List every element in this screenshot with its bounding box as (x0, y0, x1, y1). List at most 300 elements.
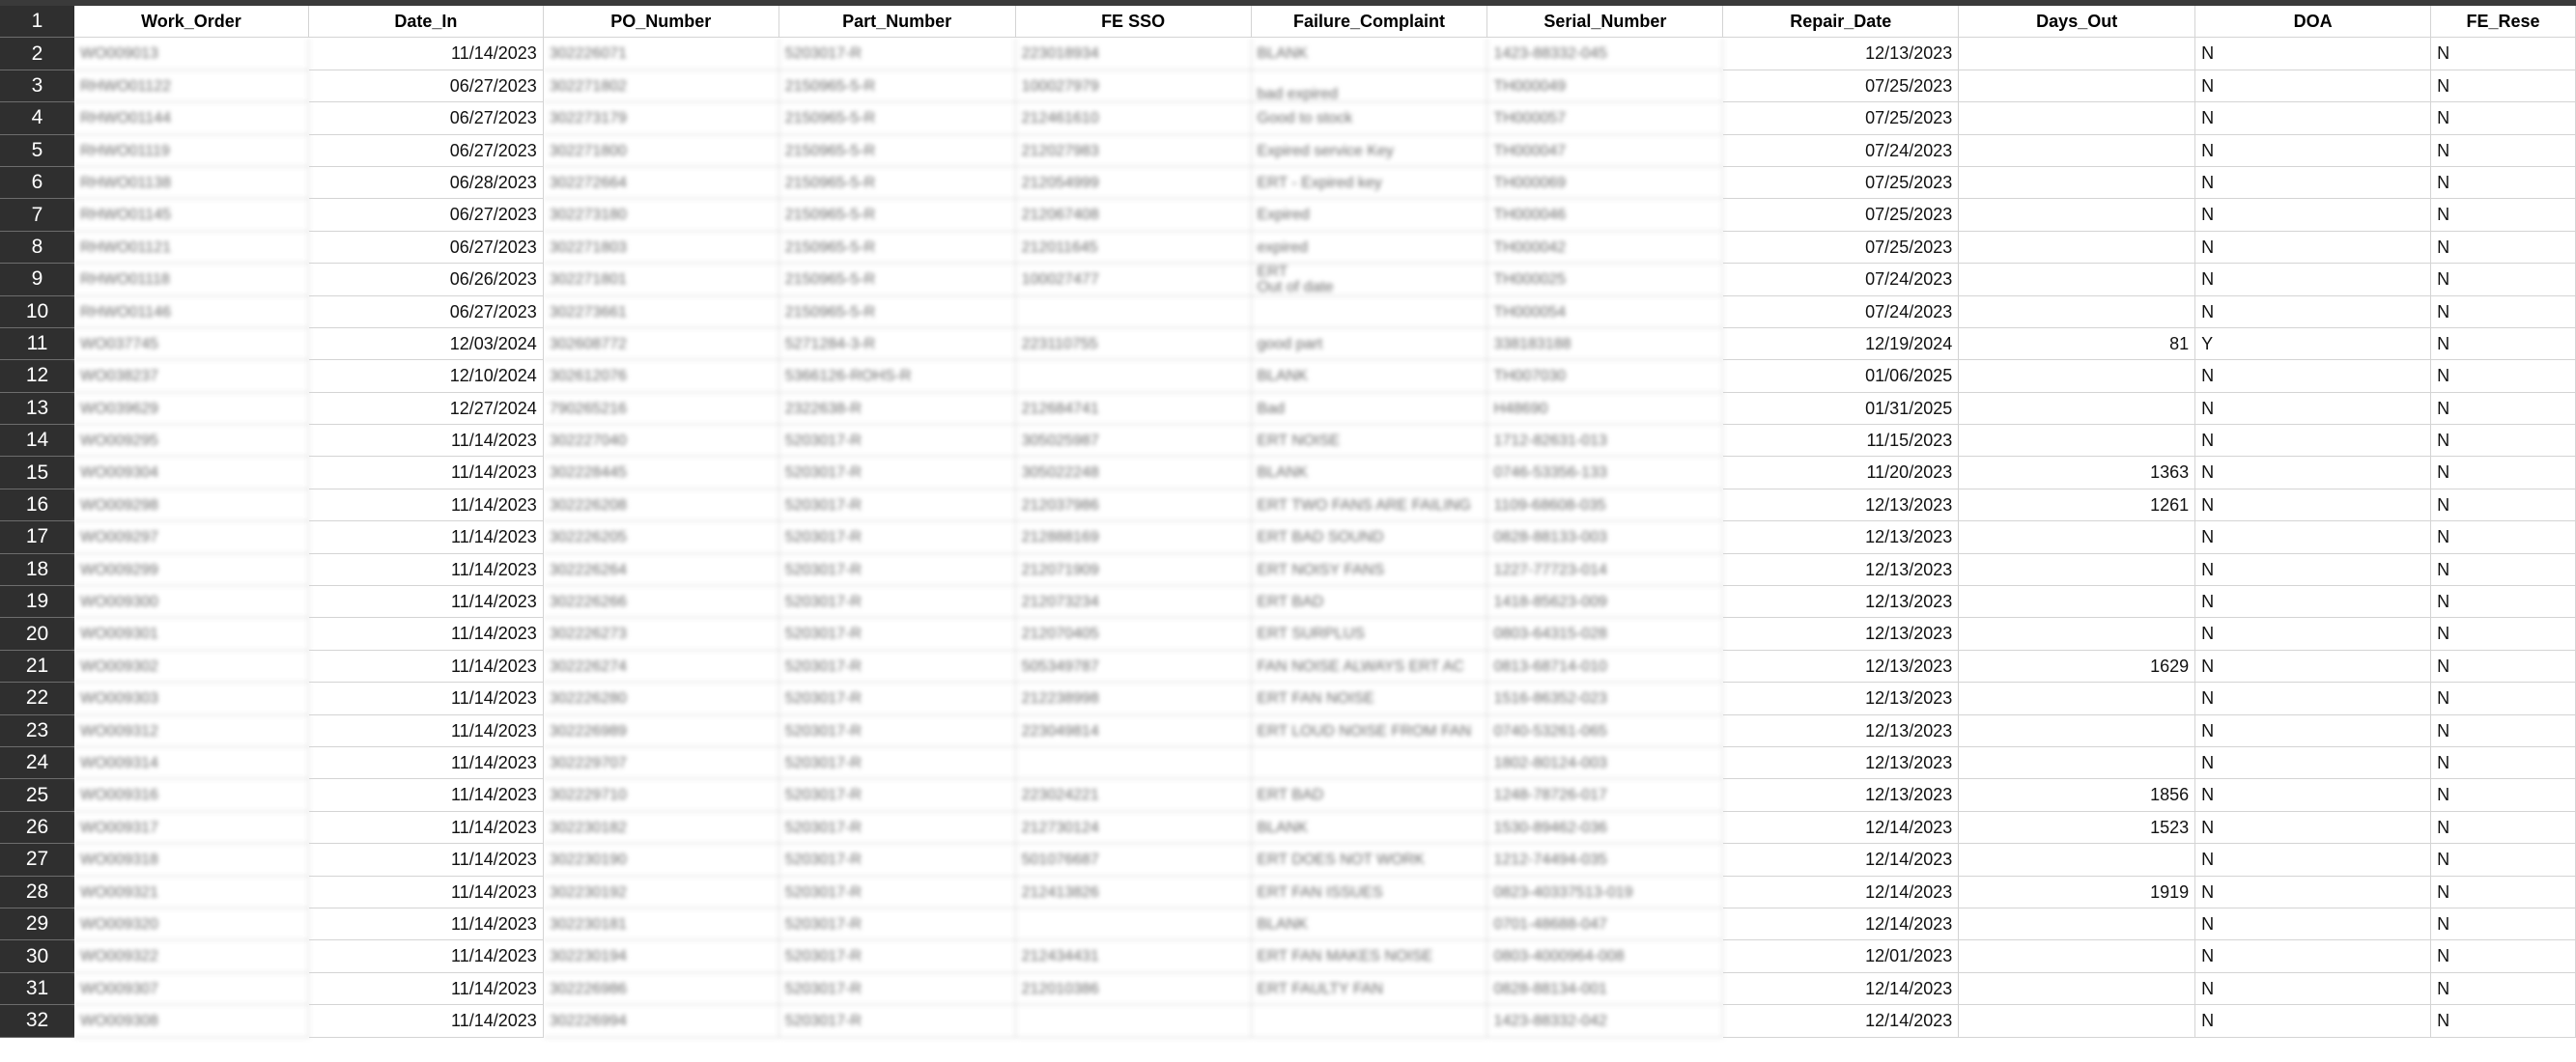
cell-fe-sso[interactable]: 212413826 (1016, 877, 1252, 908)
cell-work-order[interactable]: WO009316 (74, 779, 309, 811)
cell-doa[interactable]: N (2195, 135, 2431, 167)
cell-doa[interactable]: N (2195, 521, 2431, 553)
cell-days-out[interactable]: 1363 (1959, 457, 2195, 489)
column-header-failure-complaint[interactable]: Failure_Complaint (1252, 6, 1488, 38)
cell-repair-date[interactable]: 12/01/2023 (1723, 940, 1959, 972)
cell-fe-sso[interactable]: 212071909 (1016, 554, 1252, 586)
cell-serial-number[interactable]: 1802-80124-003 (1487, 747, 1723, 779)
cell-part-number[interactable]: 5203017-R (779, 1005, 1016, 1037)
cell-po-number[interactable]: 302273661 (544, 296, 779, 328)
cell-doa[interactable]: N (2195, 393, 2431, 425)
cell-repair-date[interactable]: 12/14/2023 (1723, 1005, 1959, 1037)
cell-serial-number[interactable]: H48690 (1487, 393, 1723, 425)
cell-repair-date[interactable]: 07/25/2023 (1723, 70, 1959, 102)
cell-date-in[interactable]: 06/27/2023 (309, 135, 544, 167)
cell-po-number[interactable]: 302226273 (544, 618, 779, 650)
cell-po-number[interactable]: 302228445 (544, 457, 779, 489)
cell-days-out[interactable]: 1261 (1959, 489, 2195, 521)
cell-work-order[interactable]: RHWO01122 (74, 70, 309, 102)
cell-days-out[interactable] (1959, 38, 2195, 70)
row-header[interactable]: 24 (0, 747, 74, 779)
cell-repair-date[interactable]: 12/13/2023 (1723, 618, 1959, 650)
row-header[interactable]: 27 (0, 844, 74, 876)
column-header-fe-sso[interactable]: FE SSO (1016, 6, 1252, 38)
cell-doa[interactable]: N (2195, 877, 2431, 908)
cell-work-order[interactable]: WO009304 (74, 457, 309, 489)
cell-work-order[interactable]: RHWO01121 (74, 232, 309, 264)
cell-po-number[interactable]: 302227040 (544, 425, 779, 457)
cell-work-order[interactable]: WO037745 (74, 328, 309, 360)
cell-fe-rese[interactable]: N (2431, 618, 2576, 650)
cell-part-number[interactable]: 5366126-ROHS-R (779, 360, 1016, 392)
cell-repair-date[interactable]: 07/25/2023 (1723, 167, 1959, 199)
cell-part-number[interactable]: 2150965-5-R (779, 199, 1016, 231)
cell-doa[interactable]: N (2195, 425, 2431, 457)
cell-po-number[interactable]: 302226208 (544, 489, 779, 521)
cell-repair-date[interactable]: 07/25/2023 (1723, 232, 1959, 264)
row-header[interactable]: 20 (0, 618, 74, 650)
row-header[interactable]: 26 (0, 812, 74, 844)
cell-date-in[interactable]: 11/14/2023 (309, 877, 544, 908)
cell-fe-sso[interactable]: 212070405 (1016, 618, 1252, 650)
cell-fe-sso[interactable]: 505349787 (1016, 651, 1252, 683)
cell-fe-rese[interactable]: N (2431, 167, 2576, 199)
cell-repair-date[interactable]: 01/31/2025 (1723, 393, 1959, 425)
cell-work-order[interactable]: RHWO01118 (74, 264, 309, 295)
cell-doa[interactable]: N (2195, 812, 2431, 844)
cell-fe-rese[interactable]: N (2431, 296, 2576, 328)
cell-failure-complaint[interactable]: ERT FAULTY FAN (1252, 973, 1488, 1005)
cell-date-in[interactable]: 11/14/2023 (309, 38, 544, 70)
cell-failure-complaint[interactable]: Bad (1252, 393, 1488, 425)
cell-work-order[interactable]: WO038237 (74, 360, 309, 392)
cell-date-in[interactable]: 11/14/2023 (309, 747, 544, 779)
row-header[interactable]: 3 (0, 70, 74, 102)
cell-part-number[interactable]: 2150965-5-R (779, 135, 1016, 167)
cell-failure-complaint[interactable]: Good to stock (1252, 102, 1488, 134)
cell-work-order[interactable]: WO009312 (74, 715, 309, 747)
cell-part-number[interactable]: 5203017-R (779, 940, 1016, 972)
cell-doa[interactable]: N (2195, 618, 2431, 650)
cell-fe-sso[interactable]: 212461610 (1016, 102, 1252, 134)
cell-repair-date[interactable]: 12/14/2023 (1723, 812, 1959, 844)
cell-repair-date[interactable]: 07/25/2023 (1723, 102, 1959, 134)
cell-fe-rese[interactable]: N (2431, 393, 2576, 425)
row-header-1[interactable]: 1 (0, 6, 74, 38)
cell-fe-sso[interactable]: 223110755 (1016, 328, 1252, 360)
cell-work-order[interactable]: WO009298 (74, 489, 309, 521)
cell-repair-date[interactable]: 12/13/2023 (1723, 38, 1959, 70)
cell-days-out[interactable] (1959, 232, 2195, 264)
cell-work-order[interactable]: RHWO01144 (74, 102, 309, 134)
cell-days-out[interactable] (1959, 393, 2195, 425)
cell-date-in[interactable]: 11/14/2023 (309, 779, 544, 811)
cell-fe-sso[interactable] (1016, 1005, 1252, 1037)
cell-date-in[interactable]: 11/14/2023 (309, 586, 544, 618)
cell-doa[interactable]: N (2195, 554, 2431, 586)
cell-fe-sso[interactable]: 223024221 (1016, 779, 1252, 811)
cell-serial-number[interactable]: 0823-40337513-019 (1487, 877, 1723, 908)
cell-fe-rese[interactable]: N (2431, 651, 2576, 683)
cell-date-in[interactable]: 11/14/2023 (309, 489, 544, 521)
cell-po-number[interactable]: 302226986 (544, 973, 779, 1005)
cell-part-number[interactable]: 5203017-R (779, 586, 1016, 618)
row-header[interactable]: 16 (0, 489, 74, 521)
cell-serial-number[interactable]: 1423-88332-042 (1487, 1005, 1723, 1037)
cell-doa[interactable]: N (2195, 38, 2431, 70)
cell-po-number[interactable]: 302229710 (544, 779, 779, 811)
cell-serial-number[interactable]: TH000069 (1487, 167, 1723, 199)
cell-fe-rese[interactable]: N (2431, 135, 2576, 167)
cell-fe-rese[interactable]: N (2431, 554, 2576, 586)
column-header-fe-rese[interactable]: FE_Rese (2431, 6, 2576, 38)
cell-part-number[interactable]: 5203017-R (779, 521, 1016, 553)
cell-fe-rese[interactable]: N (2431, 683, 2576, 714)
cell-repair-date[interactable]: 12/13/2023 (1723, 747, 1959, 779)
cell-days-out[interactable] (1959, 521, 2195, 553)
cell-work-order[interactable]: WO009314 (74, 747, 309, 779)
cell-fe-rese[interactable]: N (2431, 908, 2576, 940)
cell-po-number[interactable]: 302226205 (544, 521, 779, 553)
cell-fe-sso[interactable]: 212011645 (1016, 232, 1252, 264)
cell-part-number[interactable]: 2150965-5-R (779, 264, 1016, 295)
cell-fe-rese[interactable]: N (2431, 715, 2576, 747)
cell-date-in[interactable]: 11/14/2023 (309, 521, 544, 553)
cell-serial-number[interactable]: 0701-48688-047 (1487, 908, 1723, 940)
cell-part-number[interactable]: 5271284-3-R (779, 328, 1016, 360)
cell-work-order[interactable]: RHWO01146 (74, 296, 309, 328)
cell-date-in[interactable]: 06/27/2023 (309, 296, 544, 328)
cell-work-order[interactable]: WO009297 (74, 521, 309, 553)
cell-repair-date[interactable]: 01/06/2025 (1723, 360, 1959, 392)
cell-failure-complaint[interactable]: ERT FAN MAKES NOISE (1252, 940, 1488, 972)
cell-days-out[interactable] (1959, 844, 2195, 876)
cell-failure-complaint[interactable]: good part (1252, 328, 1488, 360)
cell-failure-complaint[interactable]: ERT BAD (1252, 586, 1488, 618)
cell-part-number[interactable]: 5203017-R (779, 618, 1016, 650)
cell-fe-rese[interactable]: N (2431, 877, 2576, 908)
cell-part-number[interactable]: 5203017-R (779, 779, 1016, 811)
cell-po-number[interactable]: 302226994 (544, 1005, 779, 1037)
cell-days-out[interactable] (1959, 618, 2195, 650)
cell-serial-number[interactable]: 0828-88133-003 (1487, 521, 1723, 553)
cell-date-in[interactable]: 06/27/2023 (309, 70, 544, 102)
cell-repair-date[interactable]: 12/14/2023 (1723, 973, 1959, 1005)
cell-days-out[interactable]: 1629 (1959, 651, 2195, 683)
cell-failure-complaint[interactable] (1252, 1005, 1488, 1037)
cell-serial-number[interactable]: 0740-53261-065 (1487, 715, 1723, 747)
cell-days-out[interactable] (1959, 586, 2195, 618)
cell-fe-rese[interactable]: N (2431, 521, 2576, 553)
cell-part-number[interactable]: 5203017-R (779, 425, 1016, 457)
cell-days-out[interactable] (1959, 296, 2195, 328)
cell-po-number[interactable]: 302226989 (544, 715, 779, 747)
cell-date-in[interactable]: 12/03/2024 (309, 328, 544, 360)
row-header[interactable]: 2 (0, 38, 74, 70)
cell-doa[interactable]: N (2195, 651, 2431, 683)
cell-days-out[interactable]: 1919 (1959, 877, 2195, 908)
cell-po-number[interactable]: 302273179 (544, 102, 779, 134)
cell-work-order[interactable]: WO039629 (74, 393, 309, 425)
cell-doa[interactable]: N (2195, 1005, 2431, 1037)
cell-fe-rese[interactable]: N (2431, 328, 2576, 360)
cell-repair-date[interactable]: 12/13/2023 (1723, 683, 1959, 714)
cell-failure-complaint[interactable]: ERT NOISY FANS (1252, 554, 1488, 586)
cell-work-order[interactable]: WO009301 (74, 618, 309, 650)
cell-fe-rese[interactable]: N (2431, 812, 2576, 844)
cell-date-in[interactable]: 06/28/2023 (309, 167, 544, 199)
cell-date-in[interactable]: 11/14/2023 (309, 651, 544, 683)
row-header[interactable]: 14 (0, 425, 74, 457)
cell-days-out[interactable] (1959, 747, 2195, 779)
cell-po-number[interactable]: 302612076 (544, 360, 779, 392)
cell-part-number[interactable]: 2322638-R (779, 393, 1016, 425)
row-header[interactable]: 25 (0, 779, 74, 811)
cell-part-number[interactable]: 5203017-R (779, 683, 1016, 714)
cell-repair-date[interactable]: 07/24/2023 (1723, 296, 1959, 328)
cell-fe-rese[interactable]: N (2431, 844, 2576, 876)
cell-fe-rese[interactable]: N (2431, 38, 2576, 70)
cell-date-in[interactable]: 06/27/2023 (309, 232, 544, 264)
cell-fe-rese[interactable]: N (2431, 360, 2576, 392)
cell-days-out[interactable] (1959, 135, 2195, 167)
cell-serial-number[interactable]: 338183188 (1487, 328, 1723, 360)
cell-po-number[interactable]: 302226280 (544, 683, 779, 714)
cell-fe-sso[interactable]: 212010386 (1016, 973, 1252, 1005)
cell-failure-complaint[interactable]: BLANK (1252, 457, 1488, 489)
row-header[interactable]: 5 (0, 135, 74, 167)
cell-date-in[interactable]: 12/27/2024 (309, 393, 544, 425)
cell-doa[interactable]: N (2195, 296, 2431, 328)
cell-days-out[interactable] (1959, 715, 2195, 747)
cell-doa[interactable]: N (2195, 199, 2431, 231)
cell-po-number[interactable]: 302608772 (544, 328, 779, 360)
cell-po-number[interactable]: 302230182 (544, 812, 779, 844)
cell-serial-number[interactable]: 1516-86352-023 (1487, 683, 1723, 714)
cell-fe-sso[interactable]: 212238998 (1016, 683, 1252, 714)
row-header[interactable]: 9 (0, 264, 74, 295)
cell-serial-number[interactable]: 1530-89462-036 (1487, 812, 1723, 844)
cell-po-number[interactable]: 302272664 (544, 167, 779, 199)
cell-po-number[interactable]: 302271800 (544, 135, 779, 167)
cell-serial-number[interactable]: 0813-68714-010 (1487, 651, 1723, 683)
cell-fe-rese[interactable]: N (2431, 779, 2576, 811)
cell-fe-rese[interactable]: N (2431, 70, 2576, 102)
cell-days-out[interactable] (1959, 940, 2195, 972)
cell-serial-number[interactable]: 1712-82631-013 (1487, 425, 1723, 457)
cell-repair-date[interactable]: 12/14/2023 (1723, 844, 1959, 876)
cell-fe-sso[interactable]: 305025987 (1016, 425, 1252, 457)
cell-work-order[interactable]: WO009308 (74, 1005, 309, 1037)
cell-part-number[interactable]: 5203017-R (779, 747, 1016, 779)
cell-fe-sso[interactable]: 212684741 (1016, 393, 1252, 425)
row-header[interactable]: 4 (0, 102, 74, 134)
cell-date-in[interactable]: 11/14/2023 (309, 973, 544, 1005)
cell-po-number[interactable]: 302230181 (544, 908, 779, 940)
cell-part-number[interactable]: 5203017-R (779, 554, 1016, 586)
cell-days-out[interactable] (1959, 973, 2195, 1005)
cell-failure-complaint[interactable]: ERT BAD (1252, 779, 1488, 811)
cell-fe-sso[interactable]: 100027979 (1016, 70, 1252, 102)
row-header[interactable]: 30 (0, 940, 74, 972)
cell-serial-number[interactable]: 1423-88332-045 (1487, 38, 1723, 70)
cell-days-out[interactable] (1959, 683, 2195, 714)
cell-work-order[interactable]: WO009013 (74, 38, 309, 70)
cell-po-number[interactable]: 302230190 (544, 844, 779, 876)
cell-doa[interactable]: N (2195, 586, 2431, 618)
cell-days-out[interactable] (1959, 167, 2195, 199)
cell-date-in[interactable]: 11/14/2023 (309, 844, 544, 876)
row-header[interactable]: 29 (0, 908, 74, 940)
cell-work-order[interactable]: WO009300 (74, 586, 309, 618)
cell-work-order[interactable]: WO009295 (74, 425, 309, 457)
cell-serial-number[interactable]: 1109-68608-035 (1487, 489, 1723, 521)
cell-doa[interactable]: N (2195, 102, 2431, 134)
row-header[interactable]: 18 (0, 554, 74, 586)
row-header[interactable]: 11 (0, 328, 74, 360)
cell-date-in[interactable]: 06/26/2023 (309, 264, 544, 295)
cell-repair-date[interactable]: 12/13/2023 (1723, 651, 1959, 683)
cell-po-number[interactable]: 302271801 (544, 264, 779, 295)
cell-days-out[interactable] (1959, 70, 2195, 102)
cell-fe-rese[interactable]: N (2431, 586, 2576, 618)
cell-repair-date[interactable]: 12/14/2023 (1723, 908, 1959, 940)
cell-po-number[interactable]: 302226266 (544, 586, 779, 618)
cell-doa[interactable]: N (2195, 457, 2431, 489)
cell-failure-complaint[interactable]: BLANK (1252, 812, 1488, 844)
cell-repair-date[interactable]: 12/13/2023 (1723, 715, 1959, 747)
cell-failure-complaint[interactable]: BLANK (1252, 908, 1488, 940)
cell-part-number[interactable]: 2150965-5-R (779, 296, 1016, 328)
cell-failure-complaint[interactable]: ERT TWO FANS ARE FAILING (1252, 489, 1488, 521)
cell-failure-complaint[interactable]: Expired service Key (1252, 135, 1488, 167)
cell-failure-complaint[interactable]: Expired (1252, 199, 1488, 231)
cell-fe-sso[interactable]: 100027477 (1016, 264, 1252, 295)
cell-doa[interactable]: N (2195, 715, 2431, 747)
cell-repair-date[interactable]: 12/13/2023 (1723, 586, 1959, 618)
row-header[interactable]: 31 (0, 973, 74, 1005)
column-header-serial-number[interactable]: Serial_Number (1487, 6, 1723, 38)
cell-serial-number[interactable]: 1418-85623-009 (1487, 586, 1723, 618)
cell-doa[interactable]: N (2195, 779, 2431, 811)
cell-doa[interactable]: N (2195, 70, 2431, 102)
cell-days-out[interactable] (1959, 425, 2195, 457)
cell-fe-sso[interactable]: 223018934 (1016, 38, 1252, 70)
cell-fe-rese[interactable]: N (2431, 1005, 2576, 1037)
row-header[interactable]: 17 (0, 521, 74, 553)
cell-doa[interactable]: N (2195, 973, 2431, 1005)
column-header-doa[interactable]: DOA (2195, 6, 2431, 38)
cell-fe-sso[interactable] (1016, 296, 1252, 328)
cell-work-order[interactable]: WO009302 (74, 651, 309, 683)
cell-serial-number[interactable]: 1227-77723-014 (1487, 554, 1723, 586)
cell-days-out[interactable] (1959, 1005, 2195, 1037)
cell-failure-complaint[interactable]: expired (1252, 232, 1488, 264)
cell-serial-number[interactable]: TH000049 (1487, 70, 1723, 102)
cell-part-number[interactable]: 2150965-5-R (779, 232, 1016, 264)
cell-doa[interactable]: N (2195, 683, 2431, 714)
cell-fe-rese[interactable]: N (2431, 425, 2576, 457)
cell-serial-number[interactable]: 1212-74494-035 (1487, 844, 1723, 876)
cell-work-order[interactable]: RHWO01119 (74, 135, 309, 167)
cell-days-out[interactable]: 1856 (1959, 779, 2195, 811)
cell-repair-date[interactable]: 07/24/2023 (1723, 264, 1959, 295)
column-header-repair-date[interactable]: Repair_Date (1723, 6, 1959, 38)
row-header[interactable]: 15 (0, 457, 74, 489)
cell-part-number[interactable]: 5203017-R (779, 877, 1016, 908)
cell-fe-sso[interactable]: 305022248 (1016, 457, 1252, 489)
cell-failure-complaint[interactable]: bad expired (1252, 70, 1488, 102)
cell-work-order[interactable]: WO009299 (74, 554, 309, 586)
column-header-po-number[interactable]: PO_Number (544, 6, 779, 38)
cell-date-in[interactable]: 06/27/2023 (309, 102, 544, 134)
cell-date-in[interactable]: 11/14/2023 (309, 683, 544, 714)
cell-days-out[interactable] (1959, 264, 2195, 295)
cell-failure-complaint[interactable]: ERT FAN NOISE (1252, 683, 1488, 714)
cell-failure-complaint[interactable]: ERT Out of date (1252, 264, 1488, 295)
cell-failure-complaint[interactable]: ERT LOUD NOISE FROM FAN (1252, 715, 1488, 747)
cell-serial-number[interactable]: 1248-78726-017 (1487, 779, 1723, 811)
cell-work-order[interactable]: WO009317 (74, 812, 309, 844)
cell-fe-sso[interactable]: 223049814 (1016, 715, 1252, 747)
cell-fe-sso[interactable]: 501076687 (1016, 844, 1252, 876)
cell-serial-number[interactable]: TH000042 (1487, 232, 1723, 264)
cell-doa[interactable]: Y (2195, 328, 2431, 360)
cell-serial-number[interactable]: 0828-88134-001 (1487, 973, 1723, 1005)
cell-part-number[interactable]: 5203017-R (779, 651, 1016, 683)
cell-repair-date[interactable]: 11/15/2023 (1723, 425, 1959, 457)
cell-po-number[interactable]: 302273180 (544, 199, 779, 231)
cell-fe-rese[interactable]: N (2431, 102, 2576, 134)
cell-failure-complaint[interactable]: FAN NOISE ALWAYS ERT AC (1252, 651, 1488, 683)
row-header[interactable]: 19 (0, 586, 74, 618)
row-header[interactable]: 8 (0, 232, 74, 264)
cell-doa[interactable]: N (2195, 232, 2431, 264)
cell-fe-rese[interactable]: N (2431, 264, 2576, 295)
cell-failure-complaint[interactable]: ERT - Expired key (1252, 167, 1488, 199)
cell-fe-rese[interactable]: N (2431, 747, 2576, 779)
cell-po-number[interactable]: 302230192 (544, 877, 779, 908)
cell-failure-complaint[interactable]: ERT SURPLUS (1252, 618, 1488, 650)
cell-doa[interactable]: N (2195, 360, 2431, 392)
column-header-part-number[interactable]: Part_Number (779, 6, 1016, 38)
cell-failure-complaint[interactable] (1252, 296, 1488, 328)
cell-fe-rese[interactable]: N (2431, 199, 2576, 231)
cell-fe-sso[interactable] (1016, 908, 1252, 940)
cell-repair-date[interactable]: 12/14/2023 (1723, 877, 1959, 908)
cell-days-out[interactable] (1959, 554, 2195, 586)
cell-po-number[interactable]: 302226071 (544, 38, 779, 70)
cell-doa[interactable]: N (2195, 167, 2431, 199)
cell-failure-complaint[interactable]: BLANK (1252, 38, 1488, 70)
cell-serial-number[interactable]: TH000047 (1487, 135, 1723, 167)
cell-serial-number[interactable]: 0803-64315-028 (1487, 618, 1723, 650)
cell-po-number[interactable]: 302271803 (544, 232, 779, 264)
cell-days-out[interactable] (1959, 102, 2195, 134)
cell-repair-date[interactable]: 12/13/2023 (1723, 779, 1959, 811)
cell-po-number[interactable]: 302226274 (544, 651, 779, 683)
cell-repair-date[interactable]: 12/19/2024 (1723, 328, 1959, 360)
row-header[interactable]: 22 (0, 683, 74, 714)
cell-part-number[interactable]: 5203017-R (779, 457, 1016, 489)
cell-part-number[interactable]: 2150965-5-R (779, 102, 1016, 134)
cell-fe-rese[interactable]: N (2431, 940, 2576, 972)
cell-fe-sso[interactable] (1016, 360, 1252, 392)
cell-serial-number[interactable]: TH000046 (1487, 199, 1723, 231)
cell-part-number[interactable]: 2150965-5-R (779, 70, 1016, 102)
cell-days-out[interactable] (1959, 908, 2195, 940)
cell-part-number[interactable]: 5203017-R (779, 489, 1016, 521)
